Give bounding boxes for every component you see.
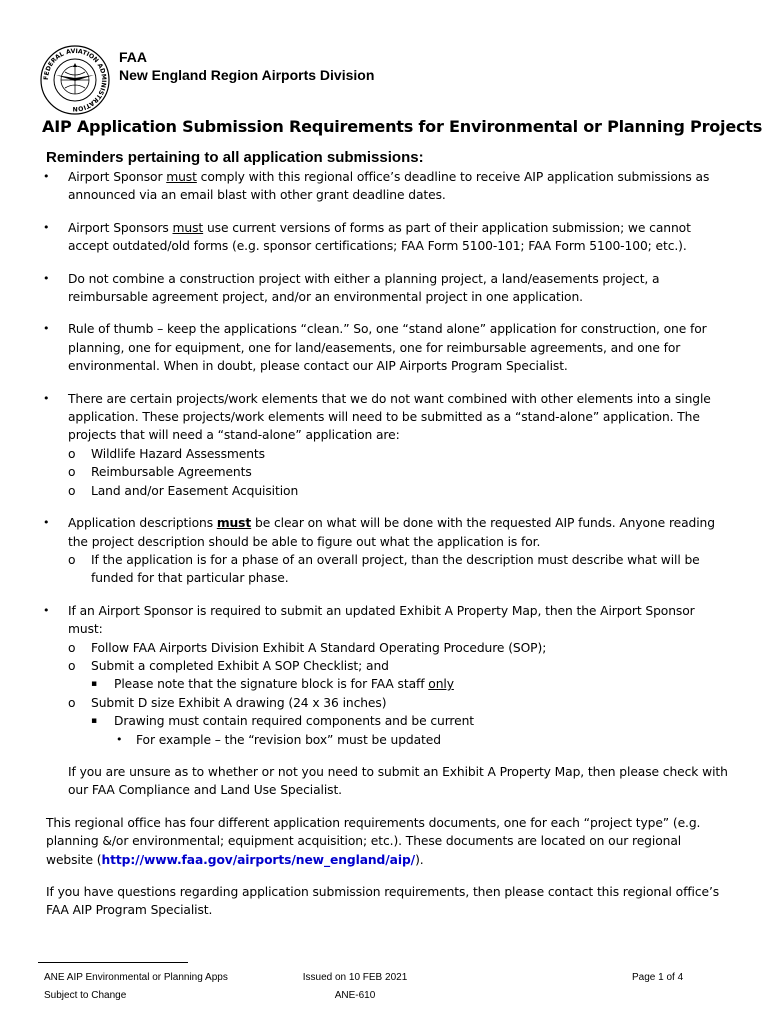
exhibit-note: If you are unsure as to whether or not you need to submit an Exhibit A Property Map, then please check with our FAA Compliance and Land Use Specialist.	[68, 764, 728, 798]
sub-list-item: o If the application is for a phase of an overall project, than the description must describe what will be funded for that particular phase.	[68, 552, 700, 586]
section-subtitle: Reminders pertaining to all application submissions:	[46, 149, 424, 166]
regional-docs-paragraph: This regional office has four different application requirements documents, one for each “project type” (e.g. planning &/or environmental; equipment acquisition; etc.). These documents are located on our regional website (http://www.faa.gov/airports/new_england/aip/).	[46, 815, 701, 867]
footer-office: ANE-610	[334, 990, 376, 1001]
list-item: • Do not combine a construction project with either a planning project, a land/easements project, a reimbursable agreement project, and/or an environmental project in one application.	[43, 271, 660, 305]
bullet-marker: •	[43, 271, 50, 285]
sub-list-item: o Wildlife Hazard Assessments	[0, 445, 770, 463]
list-item: • Airport Sponsors must use current versions of forms as part of their application submission; we cannot accept outdated/old forms (e.g. sponsor certifications; FAA Form 5100-101; FAA Form 5100-100; etc.).	[43, 220, 691, 254]
list-item: • Application descriptions must be clear on what will be done with the requested AIP funds. Anyone reading the project description should be able to figure out what the application is for.	[43, 516, 715, 549]
footer-subject: Subject to Change	[44, 990, 127, 1001]
sub-sub-sub-list-item: • For example – the “revision box” must be updated	[0, 731, 770, 749]
org-name: FAA	[119, 49, 147, 65]
footer-rule	[38, 962, 188, 963]
circle-marker: o	[68, 658, 76, 673]
bullet-marker: •	[43, 603, 50, 617]
footer-doc-name: ANE AIP Environmental or Planning Apps	[44, 972, 228, 983]
sub-list-item: o Submit a completed Exhibit A SOP Checklist; and	[0, 657, 770, 675]
list-item: • There are certain projects/work elements that we do not want combined with other elements into a single application. These projects/work elements will need to be submitted as a “stand-alone” application. The projects that will need a “stand-alone” application are:	[43, 391, 711, 443]
sub-list-item: o Land and/or Easement Acquisition	[0, 482, 770, 500]
list-item: • Airport Sponsor must comply with this regional office’s deadline to receive AIP application submissions as announced via an email blast with other grant deadline dates.	[43, 170, 710, 203]
bullet-marker: •	[43, 170, 50, 183]
faa-seal-icon	[40, 45, 110, 115]
bullet-marker: •	[43, 322, 50, 336]
bullet-marker: •	[43, 220, 50, 234]
circle-marker: o	[68, 552, 76, 567]
sub-list-item: o Reimbursable Agreements	[0, 463, 770, 481]
svg-text:FEDERAL AVIATION ADMINISTRATIO: FEDERAL AVIATION ADMINISTRATION	[42, 47, 108, 113]
page-title: AIP Application Submission Requirements for Environmental or Planning Projects	[42, 117, 763, 136]
document-body	[0, 168, 770, 920]
bullet-marker: •	[43, 391, 50, 405]
contact-paragraph: If you have questions regarding application submission requirements, then please contact this regional office’s FAA AIP Program Specialist.	[46, 885, 720, 918]
bullet-marker: •	[116, 732, 123, 746]
list-item: • Rule of thumb – keep the applications “clean.” So, one “stand alone” application for construction, one for planning, one for equipment, one for land/easements, one for reimbursable agreements, and one for environmental. When in doubt, please contact our AIP Airports Program Specialist.	[43, 322, 707, 374]
sub-list-item: o Follow FAA Airports Division Exhibit A Standard Operating Procedure (SOP);	[0, 639, 770, 657]
footer-issued: Issued on 10 FEB 2021	[302, 972, 408, 983]
circle-marker: o	[68, 465, 76, 480]
bullet-marker: •	[43, 516, 50, 530]
sub-list-item: o Submit D size Exhibit A drawing (24 x 36 inches)	[0, 694, 770, 712]
division-name: New England Region Airports Division	[119, 67, 375, 83]
page-number: Page 1 of 4	[632, 972, 684, 983]
sub-sub-list-item: ▪ Drawing must contain required components and be current	[0, 712, 770, 730]
circle-marker: o	[68, 483, 76, 498]
circle-marker: o	[68, 640, 76, 655]
sub-sub-list-item: ▪ Please note that the signature block is for FAA staff only	[0, 675, 770, 693]
circle-marker: o	[68, 446, 76, 461]
header-text	[119, 48, 374, 84]
circle-marker: o	[68, 695, 76, 710]
square-marker: ▪	[91, 679, 97, 690]
square-marker: ▪	[91, 716, 97, 727]
regional-website-link[interactable]: http://www.faa.gov/airports/new_england/aip/	[101, 852, 416, 867]
list-item: • If an Airport Sponsor is required to submit an updated Exhibit A Property Map, then the Airport Sponsor must:	[43, 603, 695, 637]
